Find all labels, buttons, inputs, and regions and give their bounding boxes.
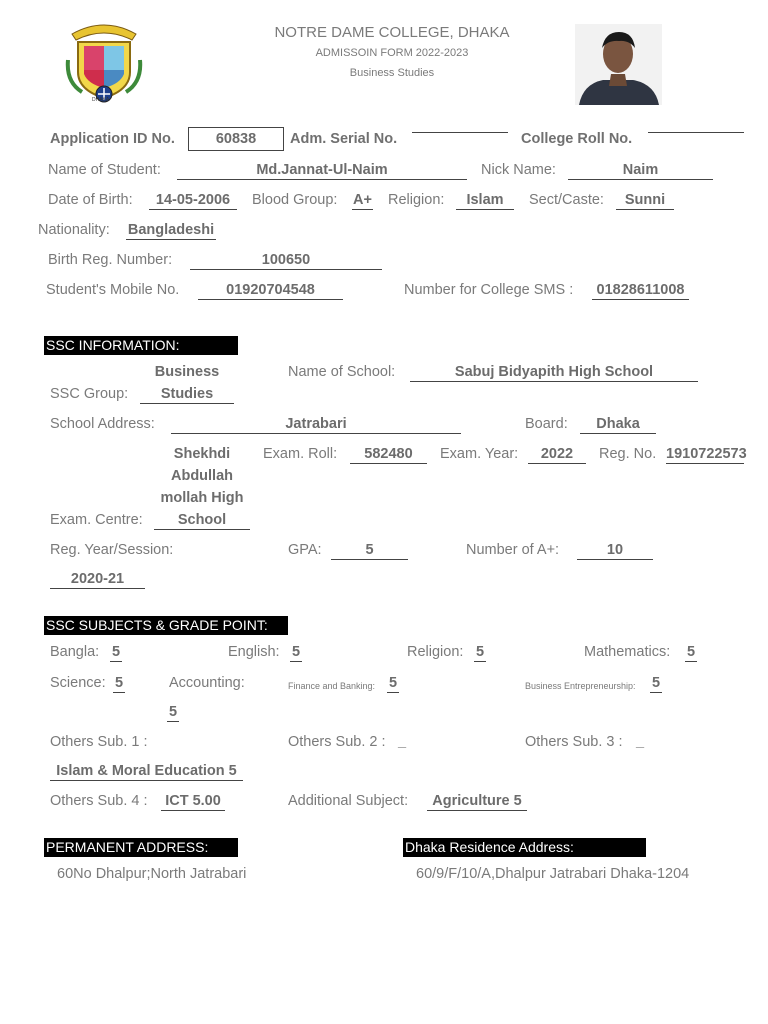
dob-label: Date of Birth: — [48, 192, 133, 208]
dhaka-address-value: 60/9/F/10/A,Dhalpur Jatrabari Dhaka-1204 — [416, 866, 690, 882]
exam-year-label: Exam. Year: — [440, 446, 519, 462]
accounting-value: 5 — [168, 704, 178, 720]
student-photo — [575, 24, 662, 105]
additional-subject-value: Agriculture 5 — [427, 793, 527, 811]
reg-no-value: 1910722573 — [666, 446, 747, 462]
blood-group-label: Blood Group: — [252, 192, 338, 208]
mobile-value: 01920704548 — [198, 282, 343, 300]
school-name-value: Sabuj Bidyapith High School — [410, 364, 698, 382]
form-group: Business Studies — [349, 67, 435, 79]
exam-centre-label: Exam. Centre: — [50, 512, 143, 528]
others-sub4-value: ICT 5.00 — [161, 793, 225, 811]
religion-value: Islam — [456, 192, 514, 210]
exam-roll-value: 582480 — [350, 446, 427, 464]
adm-serial-label: Adm. Serial No. — [290, 131, 398, 147]
ssc-group-label: SSC Group: — [50, 386, 129, 402]
blood-group-value: A+ — [353, 192, 372, 208]
college-roll-line — [648, 132, 744, 133]
board-label: Board: — [525, 416, 568, 432]
english-label: English: — [228, 644, 280, 660]
religion-label: Religion: — [388, 192, 445, 208]
nick-name-label: Nick Name: — [481, 162, 556, 178]
gpa-label: GPA: — [288, 542, 322, 558]
subject-religion-label: Religion: — [407, 644, 464, 660]
finance-banking-label: Finance and Banking: — [288, 681, 376, 691]
mobile-label: Student's Mobile No. — [46, 282, 180, 298]
ssc-group-value: Studies — [140, 386, 234, 404]
reg-session-label: Reg. Year/Session: — [50, 542, 174, 558]
birth-reg-label: Birth Reg. Number: — [48, 252, 173, 268]
others-sub4-label: Others Sub. 4 : — [50, 793, 148, 809]
others-sub1-label: Others Sub. 1 : — [50, 734, 148, 750]
gpa-value: 5 — [331, 542, 408, 560]
application-id-label: Application ID No. — [50, 131, 175, 147]
exam-roll-label: Exam. Roll: — [263, 446, 338, 462]
sms-number-value: 01828611008 — [592, 282, 689, 300]
science-value: 5 — [114, 675, 124, 691]
sect-label: Sect/Caste: — [529, 192, 604, 208]
nick-name-value: Naim — [568, 162, 713, 180]
bangla-value: 5 — [111, 644, 121, 660]
dhaka-address-heading: Dhaka Residence Address: — [403, 838, 646, 857]
college-name: NOTRE DAME COLLEGE, DHAKA — [274, 24, 510, 41]
nationality-label: Nationality: — [38, 222, 110, 238]
math-value: 5 — [686, 644, 696, 660]
logo-dhaka-text: DHAKA — [92, 97, 110, 103]
ssc-info-heading: SSC INFORMATION: — [44, 336, 238, 355]
sms-number-label: Number for College SMS : — [404, 282, 574, 298]
school-address-value: Jatrabari — [171, 416, 461, 434]
application-id-value: 60838 — [215, 131, 257, 147]
science-label: Science: — [50, 675, 106, 691]
reg-session-value: 2020-21 — [50, 571, 145, 589]
exam-centre-line1: Shekhdi — [173, 446, 231, 462]
permanent-address-heading: PERMANENT ADDRESS: — [44, 838, 238, 857]
business-entrepreneurship-label: Business Entrepreneurship: — [525, 681, 636, 691]
student-name-value: Md.Jannat-Ul-Naim — [177, 162, 467, 180]
aplus-count-value: 10 — [577, 542, 653, 560]
accounting-label: Accounting: — [169, 675, 245, 691]
dob-value: 14-05-2006 — [149, 192, 237, 210]
others-sub3-label: Others Sub. 3 : — [525, 734, 623, 750]
exam-year-value: 2022 — [528, 446, 586, 464]
birth-reg-value: 100650 — [190, 252, 382, 270]
english-value: 5 — [291, 644, 301, 660]
math-label: Mathematics: — [584, 644, 671, 660]
additional-subject-label: Additional Subject: — [288, 793, 409, 809]
subject-religion-value: 5 — [475, 644, 485, 660]
aplus-count-label: Number of A+: — [466, 542, 560, 558]
ssc-subjects-heading: SSC SUBJECTS & GRADE POINT: — [44, 616, 288, 635]
school-address-label: School Address: — [50, 416, 155, 432]
reg-no-label: Reg. No. — [599, 446, 657, 462]
bangla-label: Bangla: — [50, 644, 100, 660]
business-entrepreneurship-value: 5 — [651, 675, 661, 691]
school-name-label: Name of School: — [288, 364, 396, 380]
sect-value: Sunni — [616, 192, 674, 210]
others-sub1-value: Islam & Moral Education 5 — [50, 763, 243, 781]
others-sub2-label: Others Sub. 2 : — [288, 734, 386, 750]
exam-centre-line2: Abdullah — [170, 468, 234, 484]
student-name-label: Name of Student: — [48, 162, 161, 178]
permanent-address-value: 60No Dhalpur;North Jatrabari — [57, 866, 247, 882]
adm-serial-line — [412, 132, 508, 133]
nationality-value: Bangladeshi — [127, 222, 215, 238]
others-sub3-value: _ — [636, 734, 645, 750]
college-roll-label: College Roll No. — [521, 131, 633, 147]
others-sub2-value: _ — [398, 734, 407, 750]
ssc-group-line1: Business — [154, 364, 220, 380]
board-value: Dhaka — [580, 416, 656, 434]
application-id-box — [188, 127, 284, 151]
finance-banking-value: 5 — [388, 675, 398, 691]
exam-centre-line3: mollah High — [160, 490, 244, 506]
exam-centre-value: School — [154, 512, 250, 530]
form-title: ADMISSOIN FORM 2022-2023 — [315, 47, 469, 59]
